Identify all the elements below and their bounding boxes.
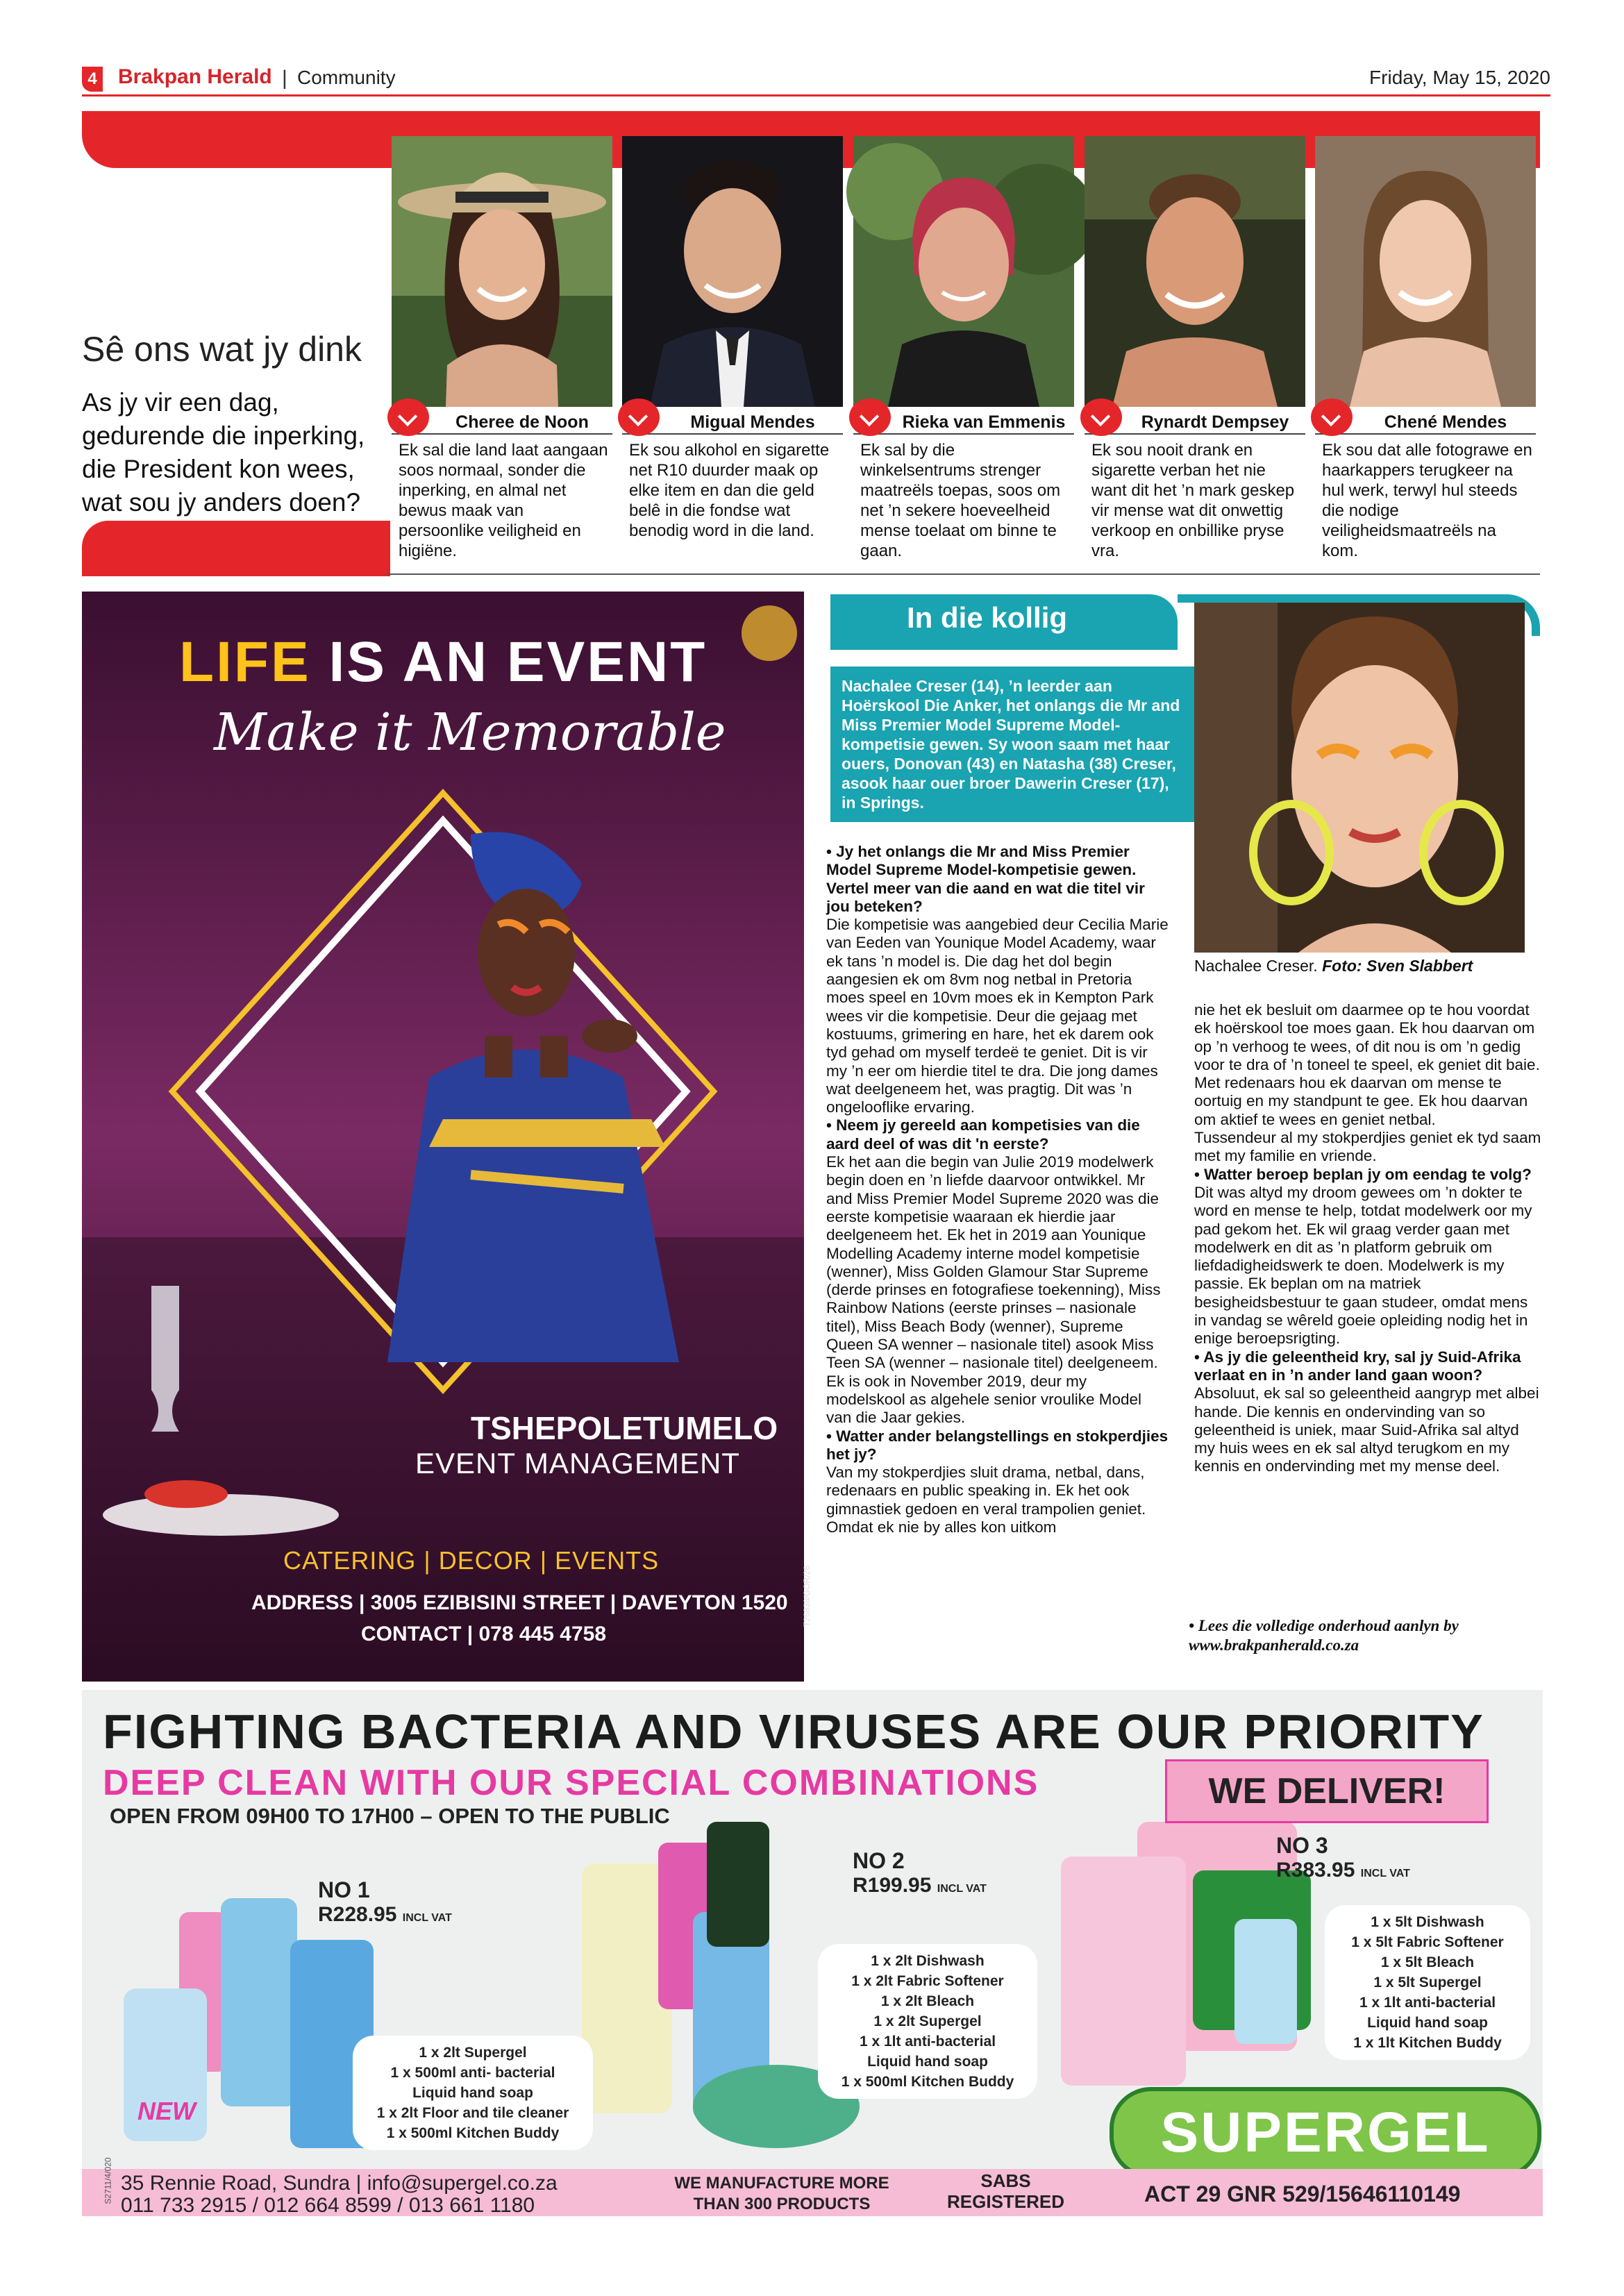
person-photo bbox=[392, 136, 612, 407]
combo-2-heading bbox=[853, 1848, 987, 1897]
event-headline-part: IS AN EVENT bbox=[328, 630, 708, 694]
combo-3-items bbox=[1325, 1905, 1530, 2060]
combo-price bbox=[318, 1903, 452, 1927]
combo-item: 1 x 2lt Supergel bbox=[419, 2045, 527, 2061]
combo-3-heading bbox=[1276, 1833, 1410, 1882]
interview-question: • Watter ander belangstellings en stokperdjies het jy? bbox=[826, 1427, 1169, 1463]
combo-number: NO 2 bbox=[853, 1848, 905, 1873]
supergel-address: 35 Rennie Road, Sundra | info@supergel.co.za bbox=[121, 2172, 558, 2195]
price-vat: INCL VAT bbox=[937, 1883, 987, 1895]
section-name: Community bbox=[297, 67, 396, 88]
combo-item: 1 x 1lt Kitchen Buddy bbox=[1353, 2035, 1502, 2051]
event-headline-part: LIFE bbox=[179, 630, 329, 694]
combo-item: 1 x 5lt Bleach bbox=[1380, 1954, 1475, 1970]
page-number: 4 bbox=[82, 67, 103, 92]
combo-item: Liquid hand soap bbox=[867, 2054, 988, 2070]
supergel-headline: FIGHTING BACTERIA AND VIRUSES ARE OUR PRIORITY bbox=[103, 1704, 1484, 1759]
person-answer: Ek sou alkohol en sigarette net R10 duurder maak op elke item en dan die geld belê in die fondse wat benodig word in die land. bbox=[629, 441, 830, 540]
event-contact: CONTACT | 078 445 4758 bbox=[361, 1623, 606, 1645]
interview-answer: Van my stokperdjies sluit drama, netbal, dans, redenaars en public speaking in. Ek het ook gimnastiek gedoen en veral trampolien geniet. Omdat ek nie by alles kon uitkom bbox=[826, 1464, 1146, 1536]
photo-credit: Foto: Sven Slabbert bbox=[1322, 957, 1473, 975]
event-services: CATERING | DECOR | EVENTS bbox=[283, 1546, 660, 1575]
combo-item: 1 x 5lt Fabric Softener bbox=[1351, 1934, 1504, 1950]
price-value: R228.95 bbox=[318, 1903, 397, 1926]
spotlight-heading: In die kollig bbox=[907, 601, 1068, 634]
person-name-bar bbox=[1085, 411, 1305, 435]
price-value: R199.95 bbox=[853, 1874, 932, 1897]
combo-item: 1 x 500ml Kitchen Buddy bbox=[386, 2125, 560, 2141]
combo-item: 1 x 5lt Supergel bbox=[1373, 1975, 1482, 1991]
supergel-act-number: ACT 29 GNR 529/15646110149 bbox=[1144, 2181, 1461, 2206]
person-name-bar bbox=[622, 411, 843, 435]
combo-item: 1 x 2lt Supergel bbox=[873, 2013, 982, 2029]
voxpop-card bbox=[853, 136, 1074, 561]
caption-text: Nachalee Creser. bbox=[1194, 957, 1318, 975]
person-name-bar bbox=[392, 411, 612, 435]
combo-1-items bbox=[353, 2036, 593, 2150]
interview-answer: Die kompetisie was aangebied deur Cecilia Marie van Eeden van Younique Model Academy, waar ek tans ’n model is. Die dag het dol begin aangesien ek om 8vm nog netbal in Pretoria moes speel en 10vm moes ek in Kempton Park wees vir die kompetisie. Deur die gejaag met kostuums, grimering en hare, het ek darem ook tyd gehad om myself terdeë te geniet. Dit is vir my ’n eer om hierdie titel te dra. Die jong dames wat deelgeneem het, was pragtig. Dit was ’n ongelooflike ervaring. bbox=[826, 916, 1169, 1116]
interview-answer: nie het ek besluit om daarmee op te hou voordat ek hoërskool toe moes gaan. Ek hou daarvan om op ’n verhoog te wees, of dit nou is om ’n gedig voor te dra of ’n toneel te speel, ek geniet dit baie. Met redenaars hou ek daarvan om mense te oortuig en my standpunt te gee. Ek hou daarvan om aktief te wees en geniet netbal. bbox=[1194, 1001, 1540, 1128]
supergel-hours: OPEN FROM 09H00 TO 17H00 – OPEN TO THE PUBLIC bbox=[110, 1804, 670, 1828]
chevron-down-icon bbox=[1311, 399, 1353, 436]
interview-answer: Absoluut, ek sal so geleentheid aangryp met albei hande. Die kennis en ondervinding van so geleentheid is uniek, maar Suid-Afrika sal altyd my huis wees en ek sal altyd terugkom en my kennis en ondervinding met my mense deel. bbox=[1194, 1384, 1539, 1475]
chevron-down-icon bbox=[849, 399, 891, 436]
new-label: NEW bbox=[137, 2097, 196, 2125]
combo-item: 1 x 1lt anti-bacterial bbox=[859, 2034, 996, 2050]
combo-item: 1 x 5lt Dishwash bbox=[1371, 1914, 1484, 1930]
masthead-brand: Brakpan Herald bbox=[118, 65, 272, 88]
combo-number: NO 1 bbox=[318, 1877, 370, 1902]
sabs-registered: REGISTERED bbox=[947, 2191, 1065, 2212]
supergel-subheadline: DEEP CLEAN WITH OUR SPECIAL COMBINATIONS bbox=[103, 1763, 1039, 1803]
interview-question: • Jy het onlangs die Mr and Miss Premier Model Supreme Model-kompetisie gewen. Vertel meer van die aand en wat die titel vir jou beteken? bbox=[826, 843, 1145, 915]
sabs-label: SABS bbox=[980, 2170, 1031, 2191]
combo-1-heading bbox=[318, 1877, 452, 1927]
person-answer: Ek sou nooit drank en sigarette verban het nie want dit het ’n mark geskep vir mense wat dit onwettig verkoop en onbillike pryse vra. bbox=[1091, 441, 1295, 560]
article-column-2 bbox=[1194, 1001, 1541, 1476]
person-name: Chené Mendes bbox=[1384, 412, 1507, 432]
person-name-bar bbox=[1315, 411, 1536, 435]
person-name: Rieka van Emmenis bbox=[902, 412, 1066, 432]
person-name: Rynardt Dempsey bbox=[1141, 412, 1289, 432]
person-answer: Ek sou dat alle fotograwe en haarkappers terugkeer na hul werk, terwyl hul steeds die nodige veiligheidsmaatreëls na kom. bbox=[1322, 441, 1532, 560]
voxpop-rule bbox=[386, 573, 1540, 575]
ad-code: T26838/GOR/26 bbox=[802, 1565, 812, 1627]
supergel-advert bbox=[82, 1690, 1543, 2216]
article-column-1 bbox=[826, 843, 1169, 1536]
interview-question: • As jy die geleentheid kry, sal jy Suid-Afrika verlaat en in ’n ander land gaan woon? bbox=[1194, 1348, 1521, 1384]
header-divider: | bbox=[282, 67, 287, 90]
chevron-down-icon bbox=[618, 399, 660, 436]
spotlight-portrait bbox=[1194, 603, 1525, 953]
chevron-down-icon bbox=[1080, 399, 1122, 436]
person-name-bar bbox=[853, 411, 1074, 435]
person-name: Migual Mendes bbox=[690, 412, 815, 432]
voxpop-footer-block bbox=[82, 521, 390, 576]
combo-item: 1 x 2lt Dishwash bbox=[871, 1953, 985, 1969]
event-company-type: EVENT MANAGEMENT bbox=[415, 1447, 740, 1480]
combo-price bbox=[853, 1874, 987, 1897]
combo-item: 1 x 2lt Floor and tile cleaner bbox=[376, 2105, 569, 2121]
combo-2-items bbox=[818, 1944, 1037, 2099]
interview-question: • Neem jy gereeld aan kompetisies van die aard deel of was dit 'n eerste? bbox=[826, 1116, 1140, 1153]
combo-item: Liquid hand soap bbox=[412, 2085, 533, 2101]
combo-item: 1 x 500ml anti- bacterial bbox=[390, 2065, 555, 2081]
combo-number: NO 3 bbox=[1276, 1833, 1328, 1858]
delivery-badge: WE DELIVER! bbox=[1165, 1759, 1489, 1823]
price-vat: INCL VAT bbox=[402, 1912, 452, 1924]
voxpop-question: As jy vir een dag, gedurende die inperking, die President kon wees, wat sou jy anders doen? bbox=[82, 388, 365, 517]
read-more-link[interactable]: • Lees die volledige onderhoud aanlyn by www.brakpanherald.co.za bbox=[1189, 1617, 1459, 1654]
combo-item: Liquid hand soap bbox=[1367, 2015, 1488, 2031]
spotlight-intro: Nachalee Creser (14), ’n leerder aan Hoërskool Die Anker, het onlangs die Mr and Miss Premier Model Supreme Model-kompetisie gewen. Sy woon saam met haar ouers, Donovan (43) en Natasha (38) Creser, asook haar ouer broer Dawerin Creser (17), in Springs. bbox=[830, 667, 1196, 822]
ad-code: S2711/4/020 bbox=[103, 2157, 113, 2204]
combo-item: 1 x 2lt Bleach bbox=[880, 1993, 975, 2009]
event-headline bbox=[179, 630, 707, 695]
supergel-manufacture: WE MANUFACTURE MORE THAN 300 PRODUCTS bbox=[674, 2174, 889, 2213]
photo-caption bbox=[1194, 957, 1473, 975]
interview-answer: Dit was altyd my droom gewees om ’n dokter te word en mense te help, totdat modelwerk oor my pad gekom het. Ek wil graag verder gaan met modelwerk en dit as ’n platform gebruik om liefdadigheidswerk te doen. Modelwerk is my passie. Ek beplan om na matriek besigheidsbestuur te gaan studeer, omdat mens in vandag se wêreld goeie opleiding nodig het in enige beroepsrigting. bbox=[1194, 1183, 1532, 1348]
combo-item: 1 x 2lt Fabric Softener bbox=[851, 1973, 1004, 1989]
interview-question: • Watter beroep beplan jy om eendag te volg? bbox=[1194, 1165, 1532, 1183]
person-answer: Ek sal die land laat aangaan soos normaal, sonder die inperking, en almal net bewus maak van persoonlike veiligheid en higiëne. bbox=[399, 441, 608, 560]
person-photo bbox=[1085, 136, 1305, 407]
person-photo bbox=[853, 136, 1074, 407]
event-advert bbox=[82, 592, 812, 1682]
event-script-line: Make it Memorable bbox=[214, 703, 726, 762]
person-photo bbox=[622, 136, 843, 407]
header-rule bbox=[82, 94, 1550, 97]
interview-answer: Tussendeur al my stokperdjies geniet ek tyd saam met my familie en vriende. bbox=[1194, 1129, 1541, 1165]
voxpop-card bbox=[1315, 136, 1536, 561]
voxpop-card bbox=[622, 136, 843, 541]
voxpop-title: Sê ons wat jy dink bbox=[82, 330, 362, 369]
combo-item: 1 x 500ml Kitchen Buddy bbox=[841, 2074, 1014, 2090]
issue-date: Friday, May 15, 2020 bbox=[1369, 67, 1550, 88]
sabs-mark bbox=[947, 2170, 1064, 2212]
combo-item: 1 x 1lt anti-bacterial bbox=[1359, 1995, 1496, 2011]
event-address: ADDRESS | 3005 EZIBISINI STREET | DAVEYTON 1520 bbox=[251, 1591, 788, 1614]
voxpop-card bbox=[1085, 136, 1305, 561]
price-vat: INCL VAT bbox=[1360, 1868, 1410, 1879]
spotlight-heading-bar bbox=[830, 594, 1178, 650]
supergel-phones: 011 733 2915 / 012 664 8599 / 013 661 1180 bbox=[121, 2194, 535, 2217]
chevron-down-icon bbox=[387, 399, 429, 436]
combo-price bbox=[1276, 1859, 1410, 1882]
person-photo bbox=[1315, 136, 1536, 407]
voxpop-card bbox=[392, 136, 612, 561]
person-answer: Ek sal by die winkelsentrums strenger maatreëls toepas, soos om net ’n sekere hoeveelheid mense toelaat om binne te gaan. bbox=[860, 441, 1061, 560]
price-value: R383.95 bbox=[1276, 1859, 1355, 1882]
interview-answer: Ek het aan die begin van Julie 2019 modelwerk begin doen en ’n liefde daarvoor ontwikkel. Mr and Miss Premier Model Supreme 2020 was die eerste kompetisie waaraan ek hierdie jaar deelgeneem het. Ek het in 2019 aan Younique Modelling Academy interne model kompetisie (wenner), Miss Golden Glamour Star Supreme (derde prinses en fotografiese toekenning), Miss Rainbow Nations (eerste prinses – nasionale titel), Miss Beach Body (wenner), Supreme Queen SA wenner – nasionale titel) asook Miss Teen SA (wenner – nasionale titel) deelgeneem. Ek is ook in November 2019, deur my modelskool as algehele senior vroulike Model van die Jaar gekies. bbox=[826, 1153, 1161, 1427]
person-name: Cheree de Noon bbox=[455, 412, 589, 432]
event-company-name: TSHEPOLETUMELO bbox=[471, 1410, 778, 1446]
supergel-logo: SUPERGEL bbox=[1110, 2087, 1541, 2179]
